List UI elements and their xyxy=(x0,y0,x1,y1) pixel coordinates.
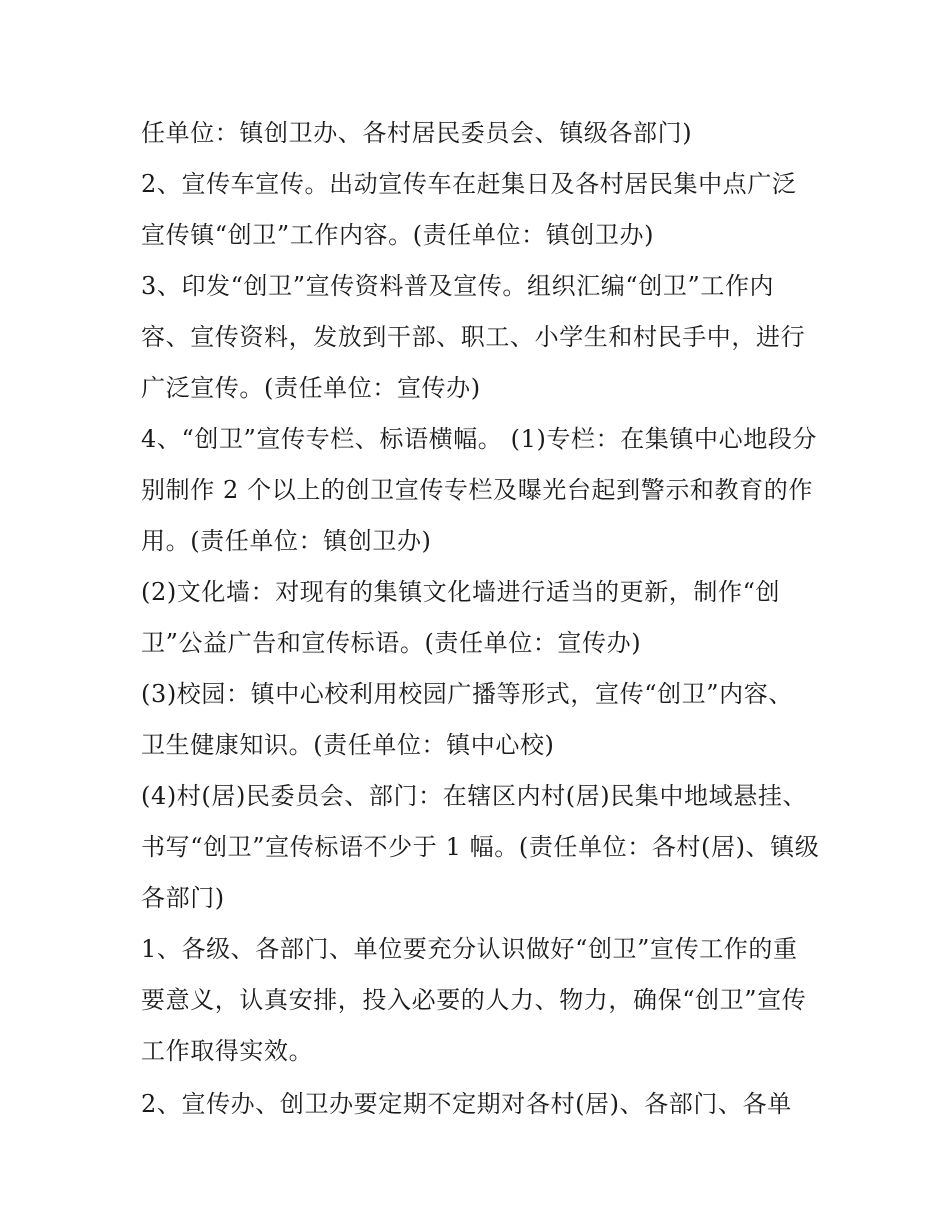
text-line: (2)文化墙：对现有的集镇文化墙进行适当的更新，制作“创 xyxy=(141,578,781,606)
document-body xyxy=(141,108,821,1130)
text-line: 任单位：镇创卫办、各村居民委员会、镇级各部门) xyxy=(141,119,693,147)
text-line: 卫生健康知识。(责任单位：镇中心校) xyxy=(141,731,555,759)
text-line: 用。(责任单位：镇创卫办) xyxy=(141,527,432,555)
text-line: (3)校园：镇中心校利用校园广播等形式，宣传“创卫”内容、 xyxy=(141,680,793,708)
text-line: 卫”公益广告和宣传标语。(责任单位：宣传办) xyxy=(141,629,642,657)
text-line: 要意义，认真安排，投入必要的人力、物力，确保“创卫”宣传 xyxy=(141,986,807,1014)
text-line: 别制作 2 个以上的创卫宣传专栏及曝光台起到警示和教育的作 xyxy=(141,476,813,504)
text-line: 2、宣传办、创卫办要定期不定期对各村(居)、各部门、各单 xyxy=(141,1090,792,1118)
text-line: 广泛宣传。(责任单位：宣传办) xyxy=(141,374,481,402)
text-line: 宣传镇“创卫”工作内容。(责任单位：镇创卫办) xyxy=(141,221,655,249)
text-line: 工作取得实效。 xyxy=(141,1037,314,1065)
text-line: 2、宣传车宣传。出动宣传车在赶集日及各村居民集中点广泛 xyxy=(141,170,797,198)
text-line: 4、“创卫”宣传专栏、标语横幅。 (1)专栏：在集镇中心地段分 xyxy=(141,425,818,453)
text-line: 各部门) xyxy=(141,884,225,912)
text-line: 1、各级、各部门、单位要充分认识做好“创卫”宣传工作的重 xyxy=(141,935,798,963)
text-line: 书写“创卫”宣传标语不少于 1 幅。(责任单位：各村(居)、镇级 xyxy=(141,833,820,861)
text-line: 容、宣传资料，发放到干部、职工、小学生和村民手中，进行 xyxy=(141,323,806,351)
text-line: (4)村(居)民委员会、部门：在辖区内村(居)民集中地域悬挂、 xyxy=(141,782,808,810)
text-line: 3、印发“创卫”宣传资料普及宣传。组织汇编“创卫”工作内 xyxy=(141,272,775,300)
